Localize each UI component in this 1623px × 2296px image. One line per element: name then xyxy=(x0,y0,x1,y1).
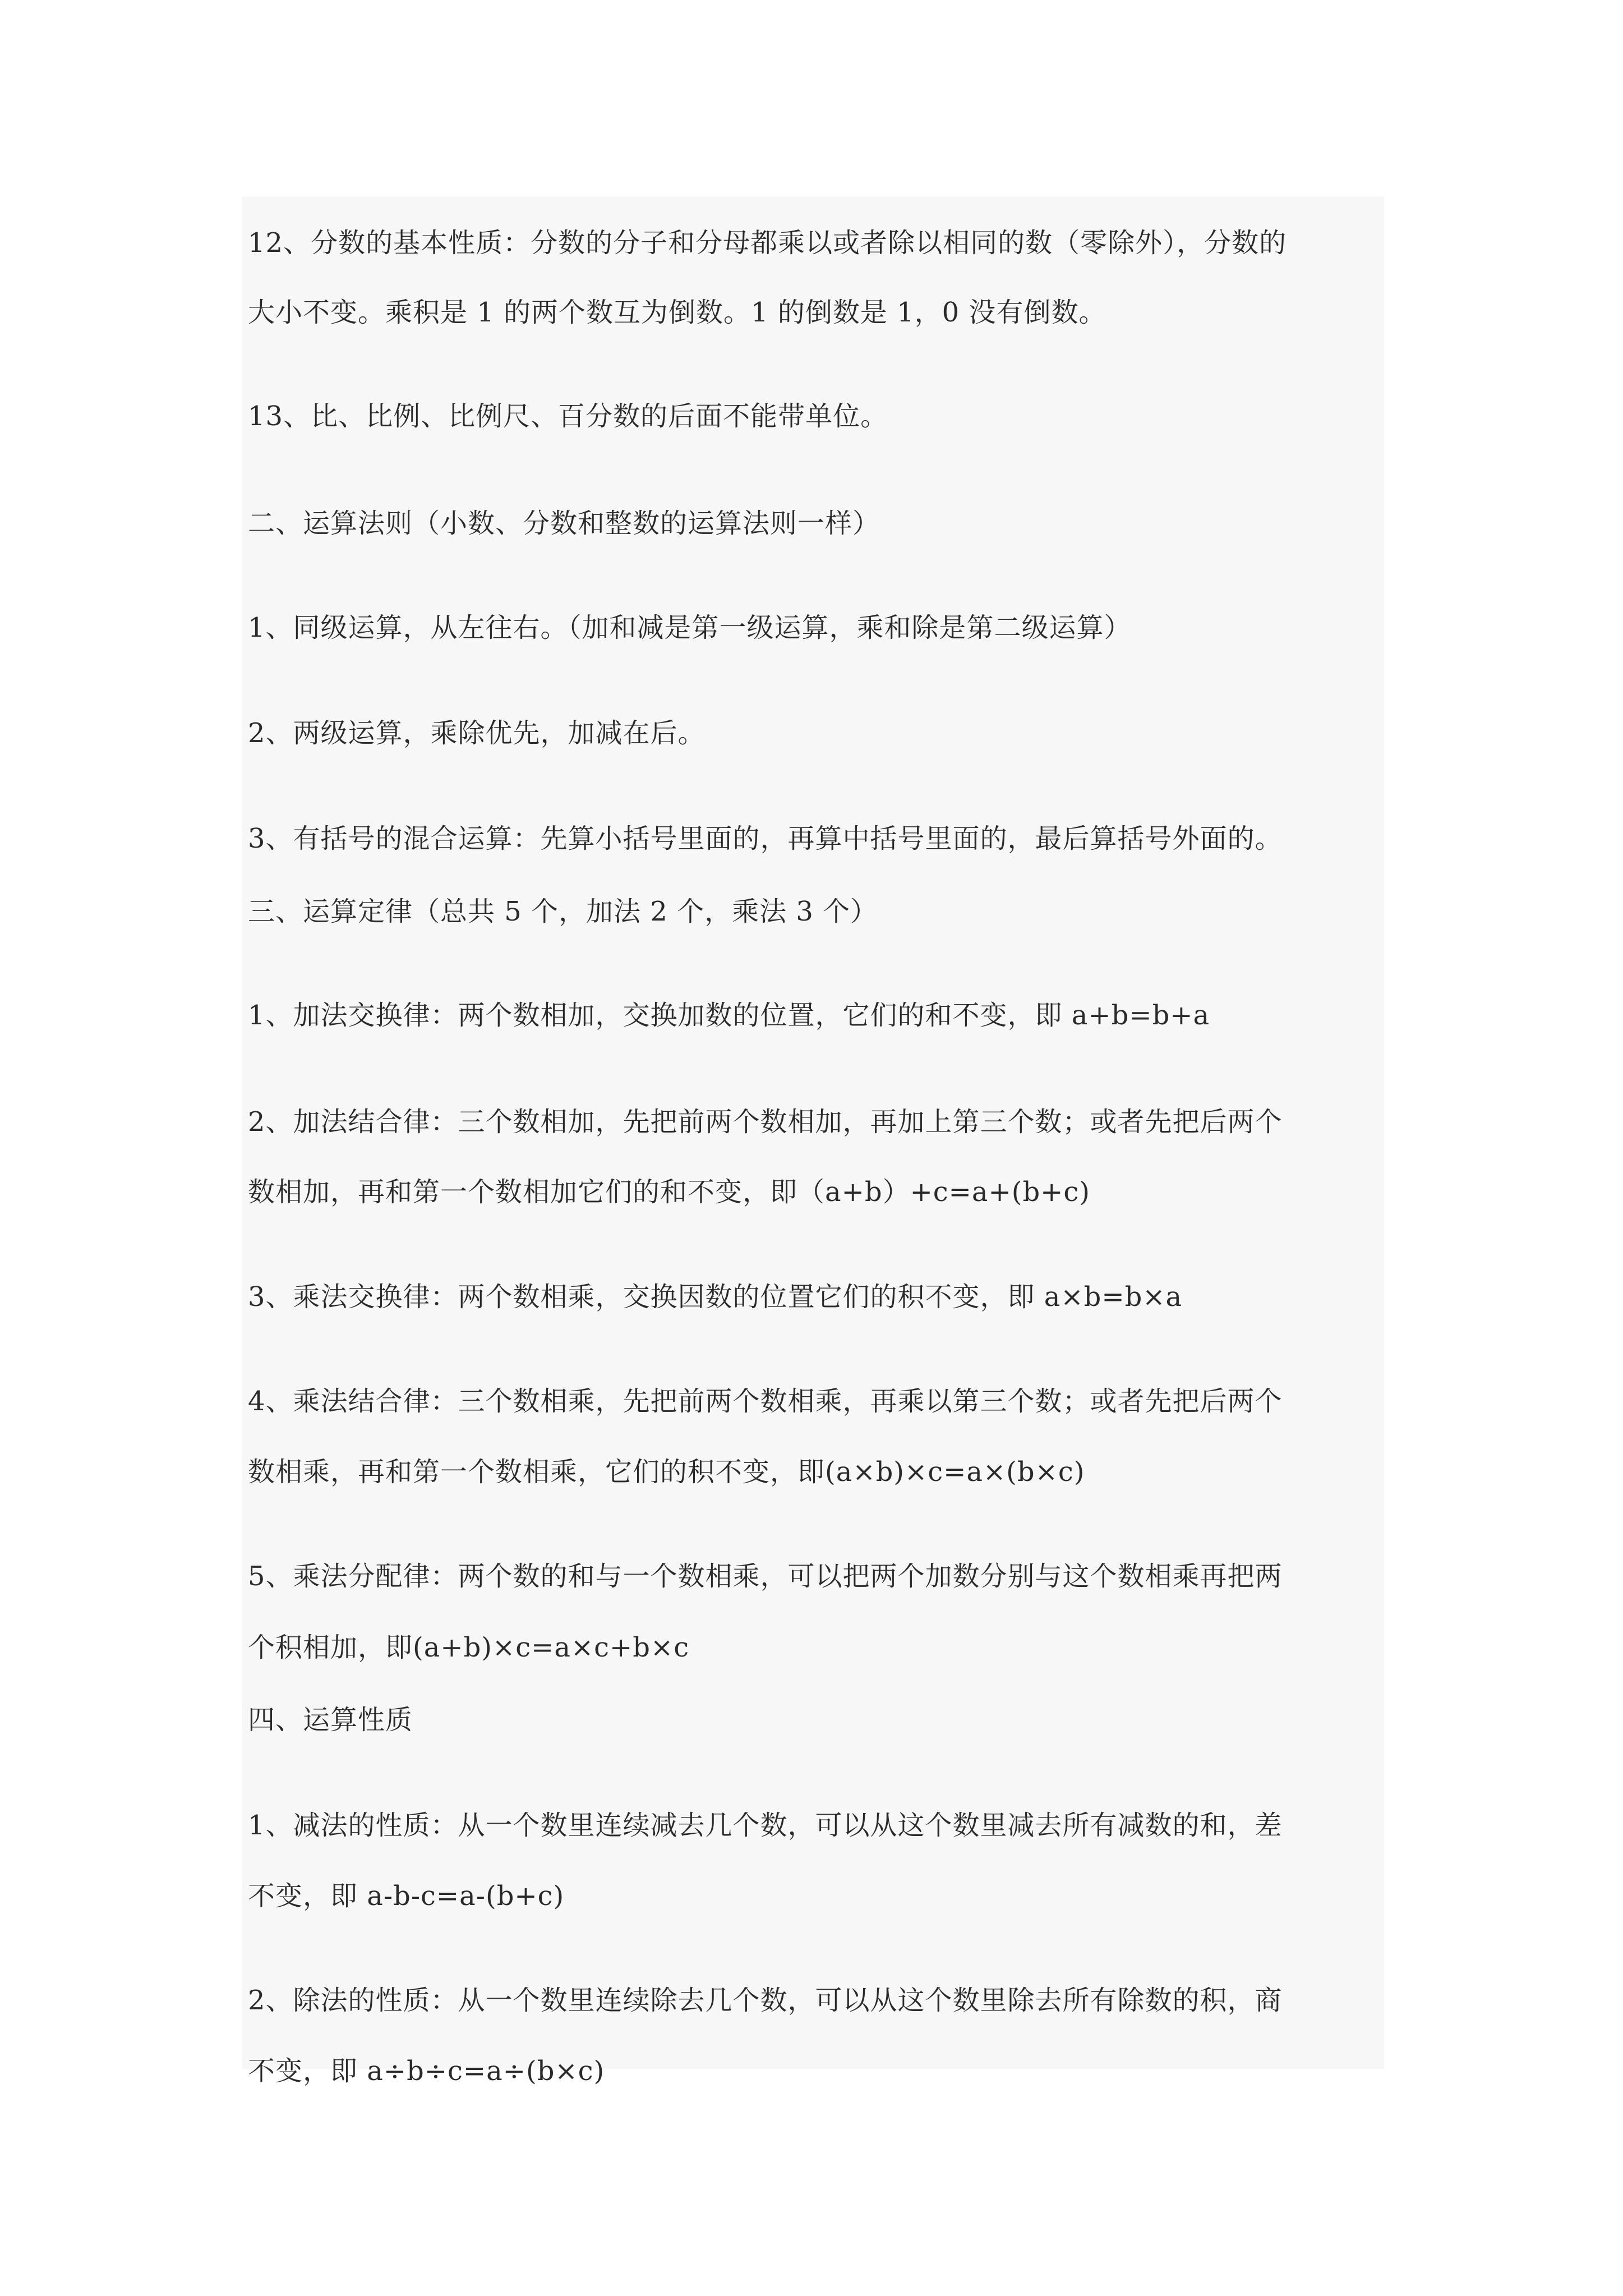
law-2-line-2: 数相加，再和第一个数相加它们的和不变，即（a+b）+c=a+(b+c) xyxy=(248,1176,1091,1208)
line-12-property-1: 12、分数的基本性质：分数的分子和分母都乘以或者除以相同的数（零除外），分数的 xyxy=(248,227,1287,259)
law-3: 3、乘法交换律：两个数相乘，交换因数的位置它们的积不变，即 a×b=b×a xyxy=(248,1281,1183,1313)
law-1: 1、加法交换律：两个数相加，交换加数的位置，它们的和不变，即 a+b=b+a xyxy=(248,1000,1210,1031)
rule-3: 3、有括号的混合运算：先算小括号里面的，再算中括号里面的，最后算括号外面的。 xyxy=(248,823,1283,854)
property-1-line-1: 1、减法的性质：从一个数里连续减去几个数，可以从这个数里减去所有减数的和，差 xyxy=(248,1810,1283,1841)
rule-2: 2、两级运算，乘除优先，加减在后。 xyxy=(248,717,706,749)
law-2-line-1: 2、加法结合律：三个数相加，先把前两个数相加，再加上第三个数；或者先把后两个 xyxy=(248,1106,1283,1138)
law-5-line-2: 个积相加，即(a+b)×c=a×c+b×c xyxy=(248,1632,690,1663)
law-5-line-1: 5、乘法分配律：两个数的和与一个数相乘，可以把两个加数分别与这个数相乘再把两 xyxy=(248,1561,1283,1592)
heading-operation-rules: 二、运算法则（小数、分数和整数的运算法则一样） xyxy=(248,508,880,539)
heading-operation-properties: 四、运算性质 xyxy=(248,1704,413,1736)
property-2-line-1: 2、除法的性质：从一个数里连续除去几个数，可以从这个数里除去所有除数的积，商 xyxy=(248,1985,1283,2016)
property-2-line-2: 不变，即 a÷b÷c=a÷(b×c) xyxy=(248,2055,605,2087)
rule-1: 1、同级运算，从左往右。（加和减是第一级运算，乘和除是第二级运算） xyxy=(248,612,1132,643)
heading-operation-laws: 三、运算定律（总共 5 个，加法 2 个，乘法 3 个） xyxy=(248,896,878,927)
law-4-line-2: 数相乘，再和第一个数相乘，它们的积不变，即(a×b)×c=a×(b×c) xyxy=(248,1456,1085,1488)
property-1-line-2: 不变，即 a-b-c=a-(b+c) xyxy=(248,1880,565,1912)
line-13-units: 13、比、比例、比例尺、百分数的后面不能带单位。 xyxy=(248,401,888,432)
line-12-property-2: 大小不变。乘积是 1 的两个数互为倒数。1 的倒数是 1，0 没有倒数。 xyxy=(248,297,1106,328)
law-4-line-1: 4、乘法结合律：三个数相乘，先把前两个数相乘，再乘以第三个数；或者先把后两个 xyxy=(248,1386,1283,1417)
